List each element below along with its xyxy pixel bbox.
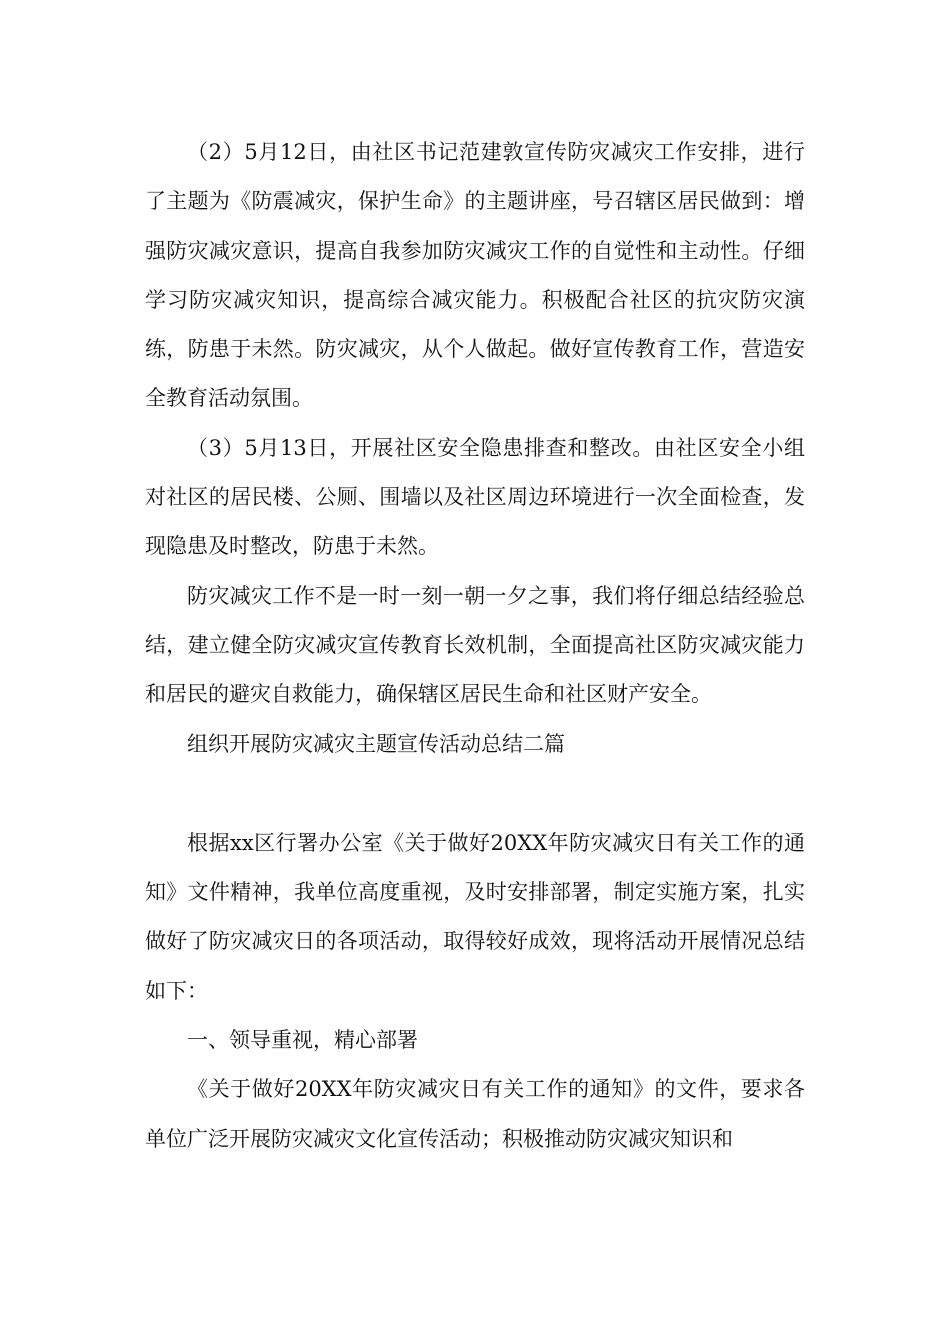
subheading-leadership: 一、领导重视，精心部署 bbox=[187, 1028, 418, 1053]
blank-line bbox=[145, 769, 805, 819]
document-body bbox=[145, 128, 805, 1164]
paragraph-conclusion: 防灾减灾工作不是一时一刻一朝一夕之事，我们将仔细总结经验总结，建立健全防灾减灾宣传教育长效机制，全面提高社区防灾减灾能力和居民的避灾自救能力，确保辖区居民生命和社区财产安全。 bbox=[145, 583, 805, 707]
paragraph-intro: 根据xx区行署办公室《关于做好20XX年防灾减灾日有关工作的通知》文件精神，我单位高度重视，及时安排部署，制定实施方案，扎实做好了防灾减灾日的各项活动，取得较好成效，现将活动开展情况总结如下： bbox=[145, 830, 805, 1003]
paragraph-may-12: （2）5月12日，由社区书记范建敦宣传防灾减灾工作安排，进行了主题为《防震减灾，保护生命》的主题讲座，号召辖区居民做到：增强防灾减灾意识，提高自我参加防灾减灾工作的自觉性和主动性。仔细学习防灾减灾知识，提高综合减灾能力。积极配合社区的抗灾防灾演练，防患于未然。防灾减灾，从个人做起。做好宣传教育工作，营造安全教育活动氛围。 bbox=[145, 140, 805, 411]
section-title: 组织开展防灾减灾主题宣传活动总结二篇 bbox=[187, 731, 565, 756]
paragraph-may-13: （3）5月13日，开展社区安全隐患排查和整改。由社区安全小组对社区的居民楼、公厕、围墙以及社区周边环境进行一次全面检查，发现隐患及时整改，防患于未然。 bbox=[145, 435, 805, 559]
paragraph-notice: 《关于做好20XX年防灾减灾日有关工作的通知》的文件，要求各单位广泛开展防灾减灾文化宣传活动；积极推动防灾减灾知识和 bbox=[145, 1077, 805, 1151]
